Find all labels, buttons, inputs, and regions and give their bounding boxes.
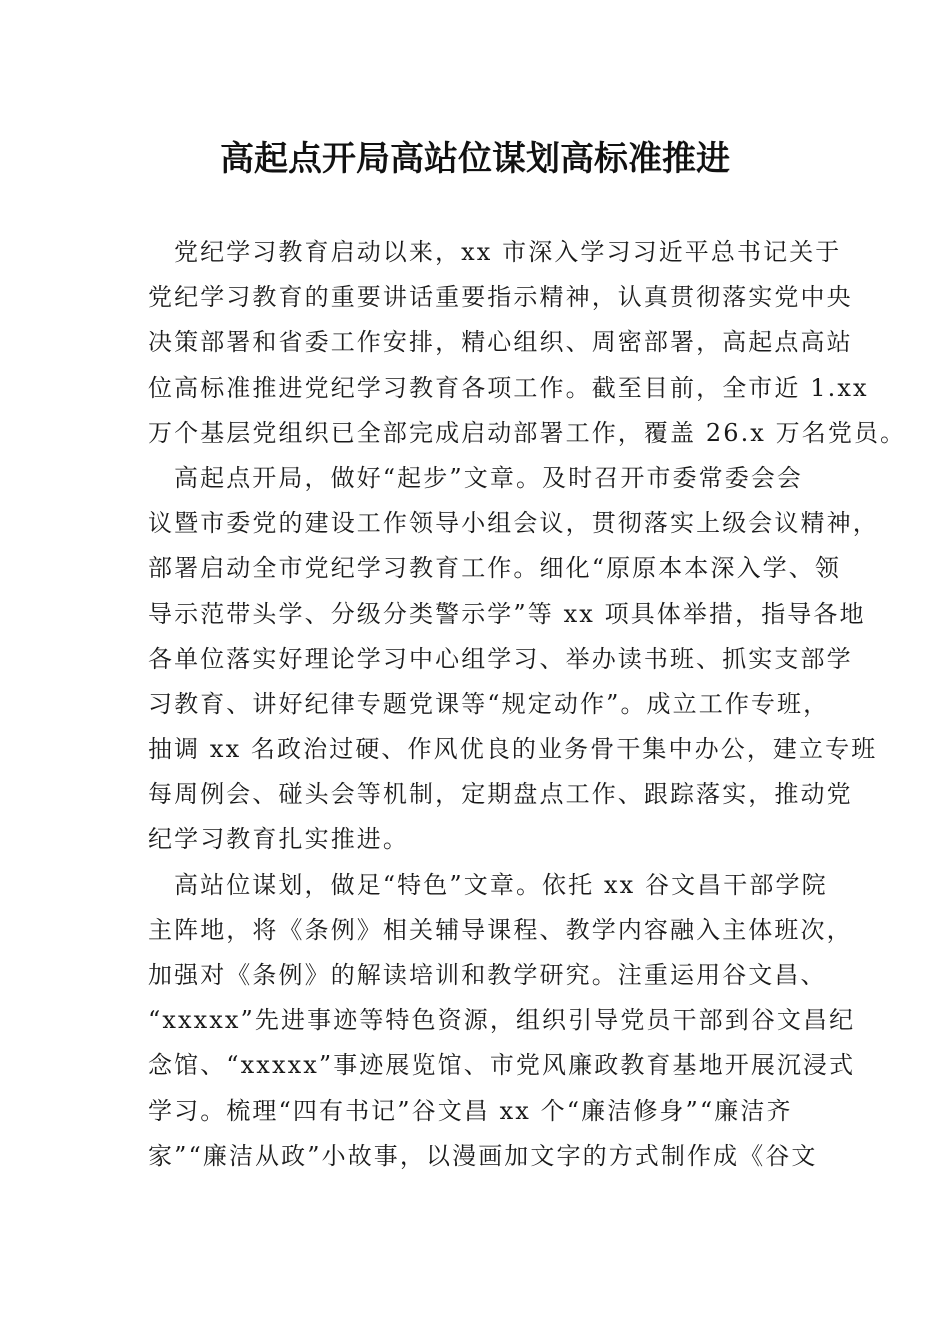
paragraph-line: 每周例会、碰头会等机制，定期盘点工作、跟踪落实，推动党 <box>148 780 853 809</box>
paragraph-line: 决策部署和省委工作安排，精心组织、周密部署，高起点高站 <box>148 328 853 357</box>
paragraph-line: 抽调 xx 名政治过硬、作风优良的业务骨干集中办公，建立专班 <box>148 735 878 764</box>
paragraph-line: 高站位谋划，做足“特色”文章。依托 xx 谷文昌干部学院 <box>174 870 828 899</box>
paragraph-high-start <box>148 456 879 863</box>
document-body <box>148 230 907 1179</box>
paragraph-line: 党纪学习教育启动以来，xx 市深入学习习近平总书记关于 <box>174 238 842 266</box>
paragraph-line: 万个基层党组织已全部完成启动部署工作，覆盖 26.x 万名党员。 <box>148 418 907 447</box>
paragraph-line: 高起点开局，做好“起步”文章。及时召开市委常委会会 <box>174 463 804 492</box>
paragraph-line: 党纪学习教育的重要讲话重要指示精神，认真贯彻落实党中央 <box>148 283 853 312</box>
paragraph-line: 学习。梳理“四有书记”谷文昌 xx 个“廉洁修身”“廉洁齐 <box>148 1096 793 1125</box>
paragraph-line: 各单位落实好理论学习中心组学习、举办读书班、抓实支部学 <box>148 644 853 673</box>
paragraph-line: 部署启动全市党纪学习教育工作。细化“原原本本深入学、领 <box>148 554 841 583</box>
paragraph-line: 念馆、“xxxxx”事迹展览馆、市党风廉政教育基地开展沉浸式 <box>148 1051 856 1080</box>
paragraph-line: “xxxxx”先进事迹等特色资源，组织引导党员干部到谷文昌纪 <box>148 1006 856 1035</box>
paragraph-line: 导示范带头学、分级分类警示学”等 xx 项具体举措，指导各地 <box>148 599 866 628</box>
paragraph-intro <box>148 230 907 456</box>
paragraph-line: 习教育、讲好纪律专题党课等“规定动作”。成立工作专班， <box>148 689 830 718</box>
paragraph-line: 纪学习教育扎实推进。 <box>148 825 409 854</box>
document-title: 高起点开局高站位谋划高标准推进 <box>220 139 730 179</box>
paragraph-line: 加强对《条例》的解读培训和教学研究。注重运用谷文昌、 <box>148 961 827 989</box>
paragraph-high-position <box>148 863 856 1179</box>
paragraph-line: 家”“廉洁从政”小故事，以漫画加文字的方式制作成《谷文 <box>148 1141 818 1170</box>
paragraph-line: 主阵地，将《条例》相关辅导课程、教学内容融入主体班次， <box>148 915 853 944</box>
paragraph-line: 位高标准推进党纪学习教育各项工作。截至目前，全市近 1.xx <box>148 373 869 402</box>
paragraph-line: 议暨市委党的建设工作领导小组会议，贯彻落实上级会议精神， <box>148 509 879 538</box>
